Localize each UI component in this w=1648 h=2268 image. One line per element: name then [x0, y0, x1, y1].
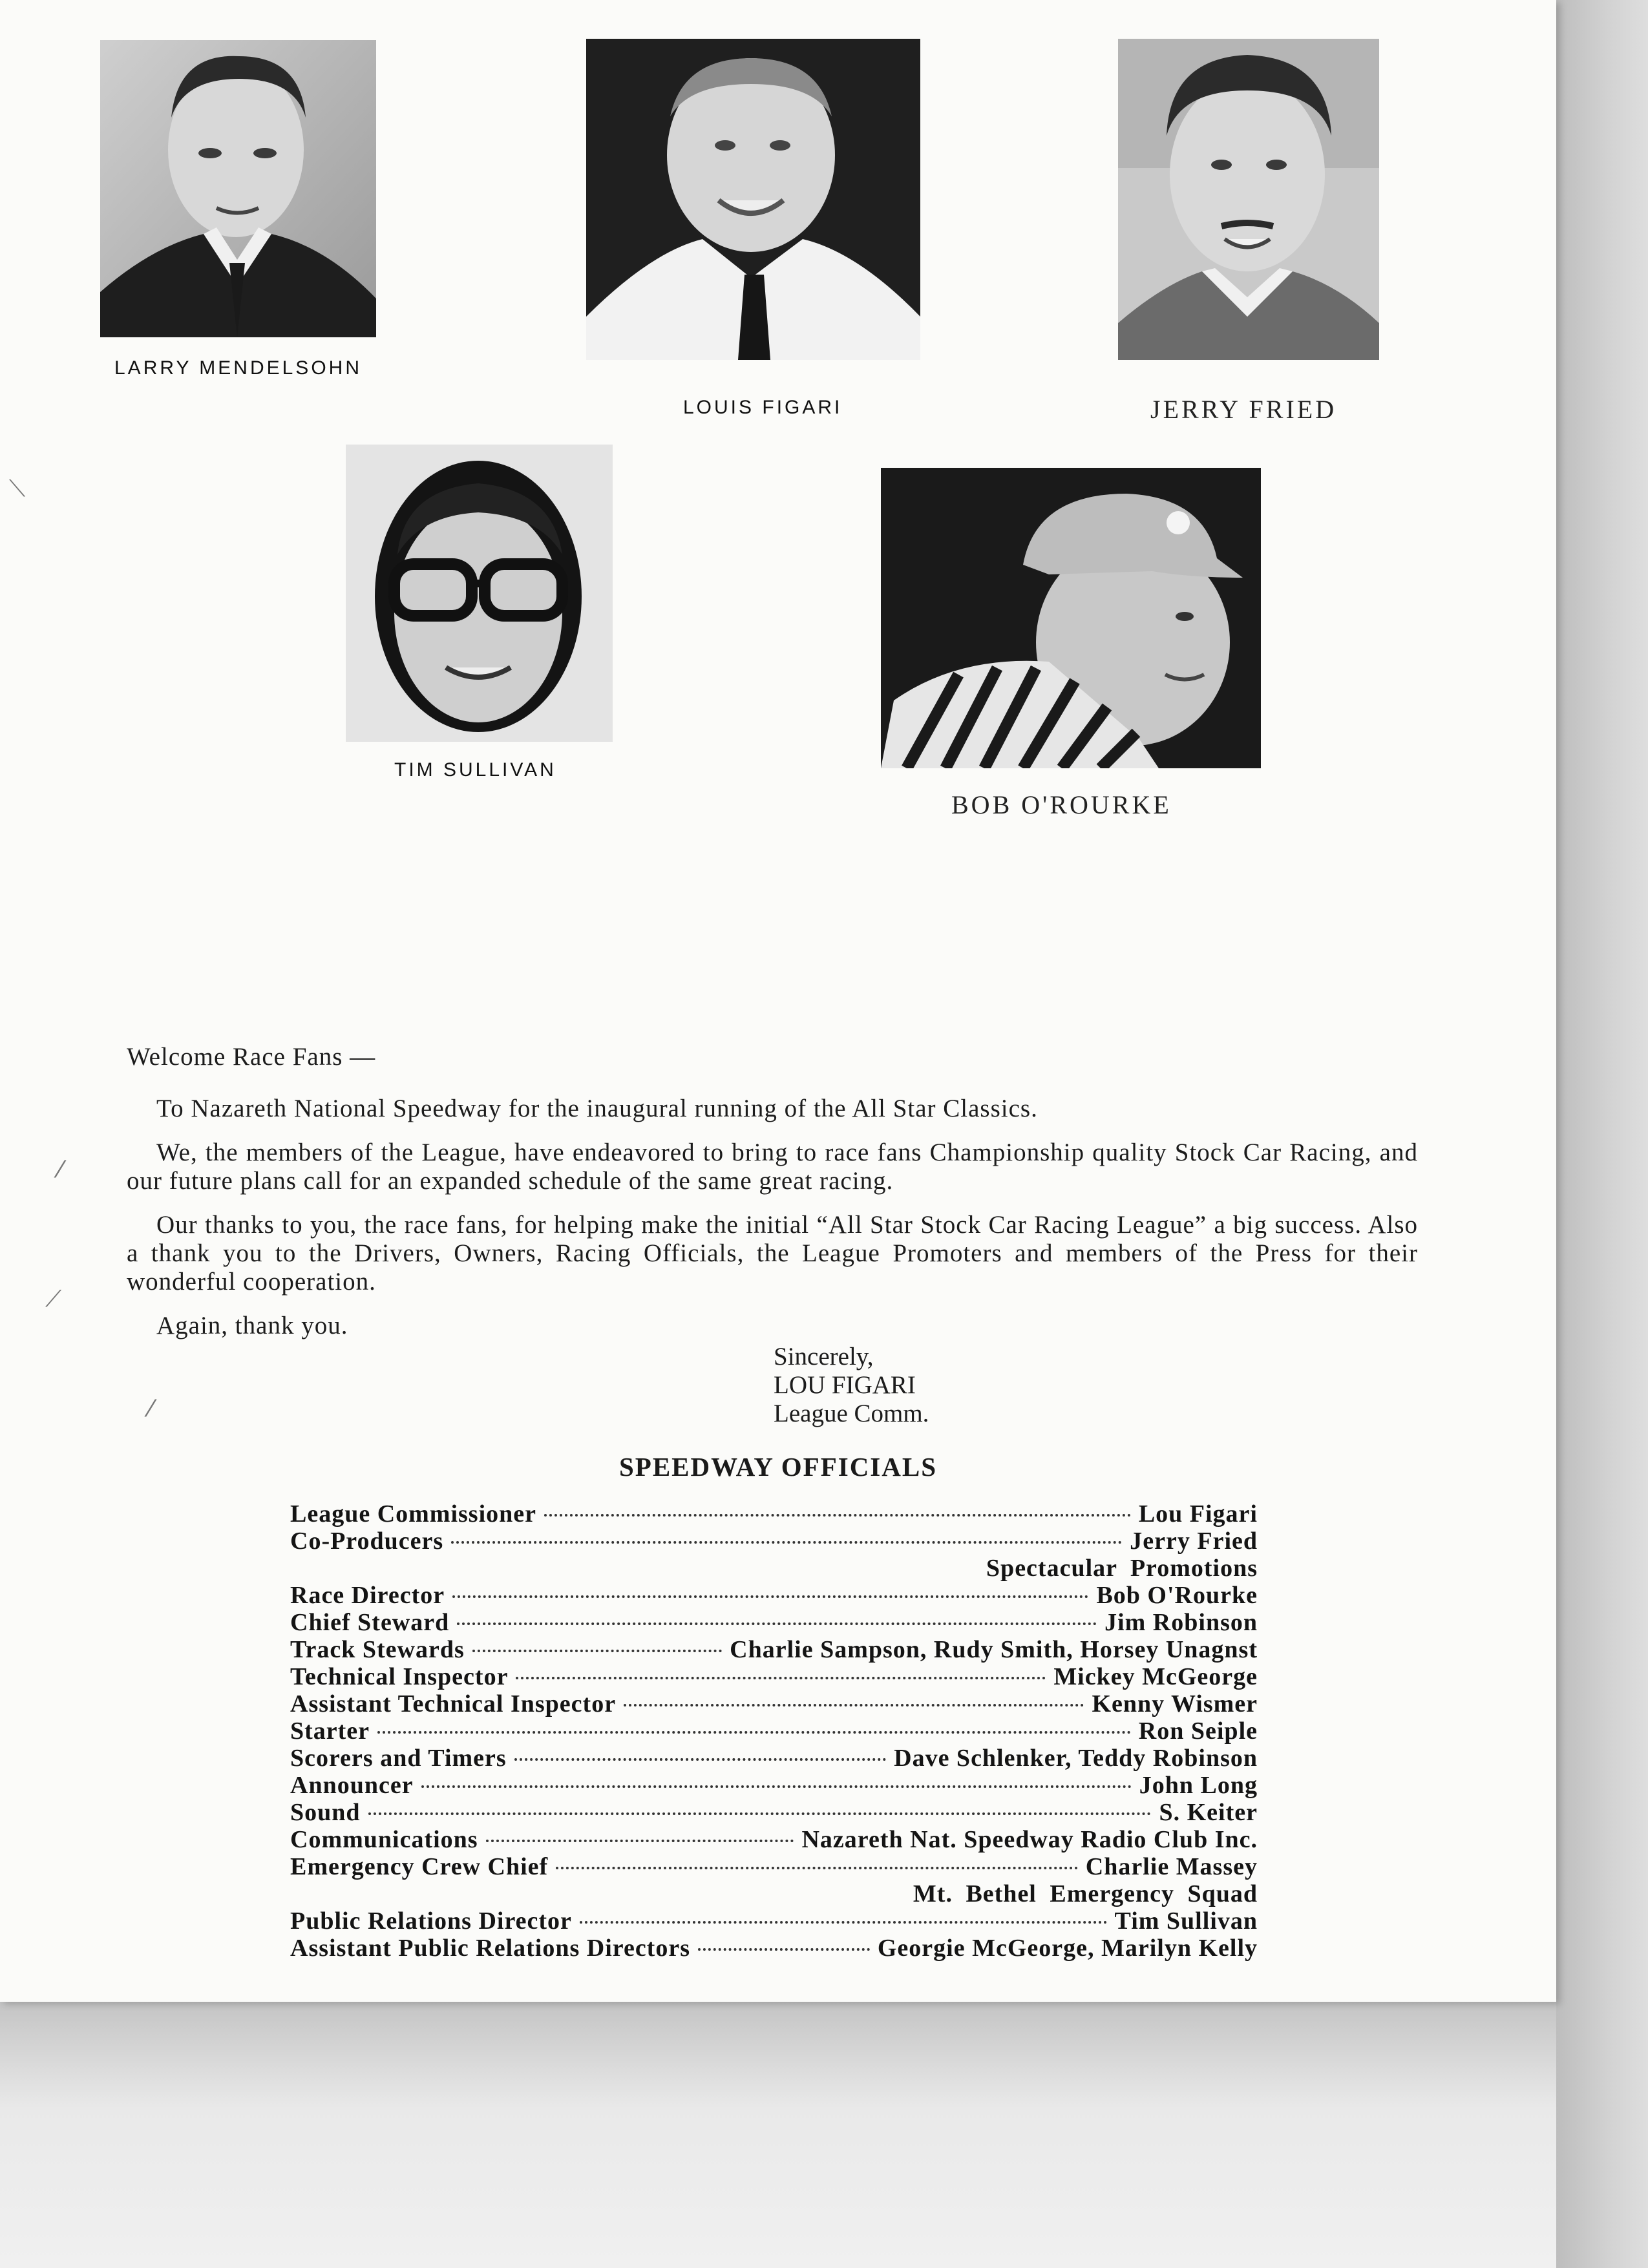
official-row [290, 1663, 1258, 1690]
official-role: Sound [290, 1799, 361, 1826]
official-row [290, 1907, 1258, 1935]
official-role: Chief Steward [290, 1609, 450, 1636]
signature-closing: Sincerely, [774, 1343, 874, 1370]
official-row [290, 1745, 1258, 1772]
dot-leader [544, 1514, 1131, 1517]
official-name: John Long [1139, 1772, 1258, 1799]
official-row [290, 1826, 1258, 1853]
scan-mark: ⟋ [45, 1286, 62, 1312]
official-name: Charlie Sampson, Rudy Smith, Horsey Unagnst [730, 1636, 1258, 1663]
caption-larry-mendelsohn: LARRY MENDELSOHN [114, 357, 362, 379]
letter-signature [774, 1343, 929, 1428]
official-name: Ron Seiple [1138, 1717, 1258, 1745]
official-role: Technical Inspector [290, 1663, 509, 1690]
scan-mark: ⟍ [9, 476, 26, 502]
official-role: Race Director [290, 1582, 445, 1609]
dot-leader [514, 1758, 886, 1761]
official-row-continued [290, 1880, 1258, 1907]
photo-louis-figari [586, 39, 920, 360]
officials-list [290, 1500, 1258, 1962]
official-name: Jerry Fried [1130, 1528, 1258, 1555]
official-role: Track Stewards [290, 1636, 465, 1663]
caption-jerry-fried: JERRY FRIED [1150, 395, 1337, 424]
official-name: Jim Robinson [1104, 1609, 1258, 1636]
dot-leader [698, 1948, 870, 1951]
official-row [290, 1717, 1258, 1745]
portrait-image [346, 445, 613, 742]
official-role: League Commissioner [290, 1500, 537, 1528]
dot-leader [556, 1867, 1078, 1869]
official-name: Charlie Massey [1085, 1853, 1258, 1880]
official-row [290, 1799, 1258, 1826]
official-name: Mickey McGeorge [1053, 1663, 1258, 1690]
portrait-image [586, 39, 920, 360]
official-row [290, 1935, 1258, 1962]
officials-heading-text: SPEEDWAY OFFICIALS [618, 1452, 938, 1482]
scan-mark: ⁄ [149, 1396, 153, 1422]
welcome-letter [127, 1043, 1418, 1356]
dot-leader [472, 1650, 722, 1652]
official-row [290, 1853, 1258, 1880]
official-name: Tim Sullivan [1114, 1907, 1258, 1935]
official-name: Lou Figari [1138, 1500, 1258, 1528]
official-role: Communications [290, 1826, 478, 1853]
dot-leader [457, 1622, 1097, 1625]
scanner-bed [0, 2002, 1556, 2268]
officials-heading [0, 1451, 1556, 1482]
official-name: Spectacular Promotions [986, 1555, 1258, 1582]
letter-paragraph: We, the members of the League, have endeavored to bring to race fans Championship quality Stock Car Racing, and our future plans call for an expanded schedule of the same great racing. [127, 1139, 1418, 1195]
letter-paragraph: Our thanks to you, the race fans, for helping make the initial “All Star Stock Car Racing League” a big success. Also a thank you to the Drivers, Owners, Racing Officials, the League Promoters and members of the Press for their wonderful cooperation. [127, 1211, 1418, 1296]
official-name: Nazareth Nat. Speedway Radio Club Inc. [801, 1826, 1258, 1853]
portrait-image [881, 468, 1261, 768]
official-row [290, 1636, 1258, 1663]
dot-leader [452, 1595, 1088, 1598]
official-role: Public Relations Director [290, 1907, 572, 1935]
dot-leader [486, 1840, 794, 1842]
dot-leader [516, 1677, 1046, 1679]
dot-leader [624, 1704, 1084, 1706]
caption-bob-orourke: BOB O'ROURKE [951, 790, 1172, 819]
dot-leader [421, 1785, 1132, 1788]
dot-leader [377, 1731, 1131, 1734]
official-role: Assistant Public Relations Directors [290, 1935, 690, 1962]
caption-louis-figari: LOUIS FIGARI [683, 397, 843, 418]
official-role: Scorers and Timers [290, 1745, 507, 1772]
signature-name: LOU FIGARI [774, 1371, 916, 1399]
dot-leader [580, 1921, 1107, 1924]
letter-paragraph: Again, thank you. [156, 1312, 348, 1339]
official-role: Starter [290, 1717, 370, 1745]
official-name: S. Keiter [1159, 1799, 1258, 1826]
official-role: Assistant Technical Inspector [290, 1690, 617, 1717]
portrait-image [100, 40, 376, 337]
official-name: Bob O'Rourke [1096, 1582, 1258, 1609]
official-name: Georgie McGeorge, Marilyn Kelly [877, 1935, 1258, 1962]
official-role: Co-Producers [290, 1528, 444, 1555]
official-row [290, 1772, 1258, 1799]
dot-leader [451, 1541, 1122, 1544]
official-row [290, 1609, 1258, 1636]
official-row [290, 1500, 1258, 1528]
official-row [290, 1690, 1258, 1717]
official-name: Dave Schlenker, Teddy Robinson [894, 1745, 1258, 1772]
signature-title: League Comm. [774, 1400, 929, 1427]
dot-leader [368, 1812, 1152, 1815]
official-role: Announcer [290, 1772, 414, 1799]
official-role: Emergency Crew Chief [290, 1853, 549, 1880]
official-row [290, 1582, 1258, 1609]
official-name: Kenny Wismer [1092, 1690, 1258, 1717]
photo-jerry-fried [1118, 39, 1379, 360]
portrait-image [1118, 39, 1379, 360]
letter-salutation: Welcome Race Fans — [127, 1043, 376, 1071]
official-row-continued [290, 1555, 1258, 1582]
official-row [290, 1528, 1258, 1555]
official-name: Mt. Bethel Emergency Squad [913, 1880, 1258, 1907]
letter-paragraph: To Nazareth National Speedway for the inaugural running of the All Star Classics. [156, 1095, 1038, 1122]
scan-mark: ⁄ [58, 1157, 63, 1183]
photo-bob-orourke [881, 468, 1261, 768]
caption-tim-sullivan: TIM SULLIVAN [394, 759, 556, 781]
photo-tim-sullivan [346, 445, 613, 742]
page-edge-shadow [1556, 0, 1648, 2268]
photo-larry-mendelsohn [100, 40, 376, 337]
